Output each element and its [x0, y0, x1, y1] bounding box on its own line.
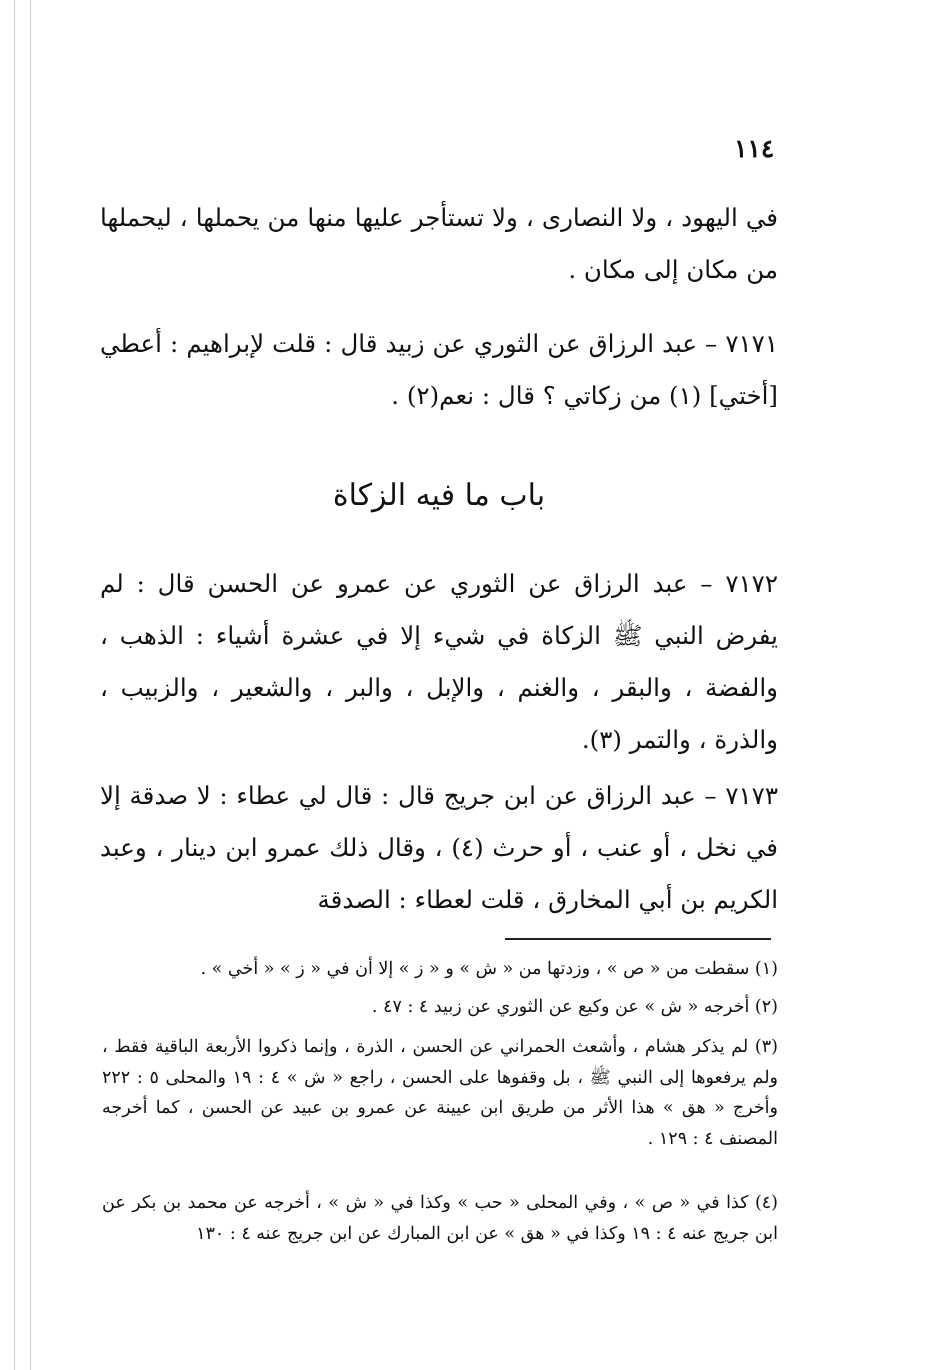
section-heading: باب ما فيه الزكاة — [332, 478, 546, 513]
paragraph-7171: ٧١٧١ – عبد الرزاق عن الثوري عن زبيد قال : قلت لإبراهيم : أعطي [أختي] (١) من زكاتي ؟ قال : نعم(٢) . — [100, 329, 778, 410]
footnote-4: (٤) كذا في « ص » ، وفي المحلى « حب » وكذا في « ش » ، أخرجه عن محمد بن بكر عن ابن جريج عنه ٤ : ١٩ وكذا في « هق » عن ابن المبارك عن ابن جريج عنه ٤ : ١٣٠ — [102, 1193, 778, 1244]
page-edge-line — [30, 0, 31, 1370]
paragraph-7173: ٧١٧٣ – عبد الرزاق عن ابن جريج قال : قال لي عطاء : لا صدقة إلا في نخل ، أو عنب ، أو حرث (٤) ، وقال ذلك عمرو ابن دينار ، وعبد الكريم بن أبي المخارق ، قلت لعطاء : الصدقة — [100, 781, 778, 914]
footnote-2: (٢) أخرجه « ش » عن وكيع عن الثوري عن زبيد ٤ : ٤٧ . — [371, 997, 778, 1017]
paragraph-continuation: في اليهود ، ولا النصارى ، ولا تستأجر عليها منها من يحملها ، ليحملها من مكان إلى مكان . — [100, 203, 778, 284]
page-edge-line — [14, 0, 15, 1370]
paragraph-7172: ٧١٧٢ – عبد الرزاق عن الثوري عن عمرو عن الحسن قال : لم يفرض النبي ﷺ الزكاة في شيء إلا في عشرة أشياء : الذهب ، والفضة ، والبقر ، والغنم ، والإبل ، والبر ، والشعير ، والزبيب ، والذرة ، والتمر (٣). — [100, 569, 778, 754]
footnote-separator — [505, 938, 771, 940]
page-number: ١١٤ — [734, 134, 775, 163]
footnote-1: (١) سقطت من « ص » ، وزدتها من « ش » و « ز » إلا أن في « ز » « أخي » . — [200, 959, 778, 979]
footnote-3: (٣) لم يذكر هشام ، وأشعث الحمراني عن الحسن ، الذرة ، وإنما ذكروا الأربعة الباقية فقط ، ولم يرفعوها إلى النبي ﷺ ، بل وقفوها على الحسن ، راجع « ش » ٤ : ١٩ والمحلى ٥ : ٢٢٢ وأخرج « هق » هذا الأثر من طريق ابن عيينة عن عمرو بن عبيد عن الحسن ، كما أخرجه المصنف ٤ : ١٢٩ . — [102, 1037, 778, 1149]
